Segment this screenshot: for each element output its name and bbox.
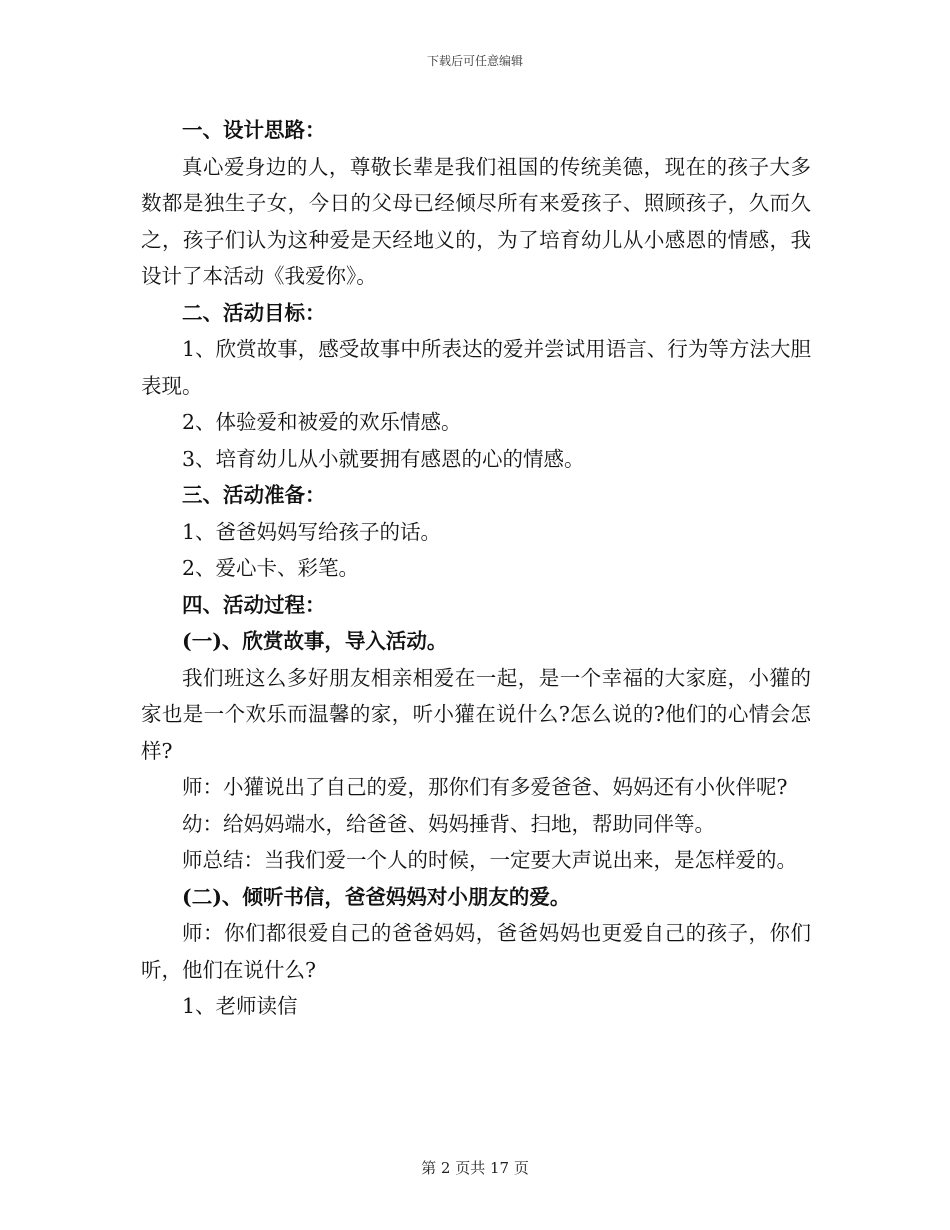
- body-paragraph: 2、体验爱和被爱的欢乐情感。: [182, 410, 462, 434]
- body-paragraph: 2、爱心卡、彩笔。: [182, 556, 360, 580]
- body-paragraph: 师：你们都很爱自己的爸爸妈妈，爸爸妈妈也更爱自己的孩子，你们听，他们在说什么?: [141, 921, 811, 982]
- body-paragraph: 我们班这么多好朋友相亲相爱在一起，是一个幸福的大家庭，小獾的家也是一个欢乐而温馨的家，听小獾在说什么?怎么说的?他们的心情会怎样?: [141, 665, 811, 763]
- page-header: 下载后可任意编辑: [426, 54, 523, 68]
- section-heading: 二、活动目标：: [182, 300, 326, 325]
- body-paragraph: 师：小獾说出了自己的爱，那你们有多爱爸爸、妈妈还有小伙伴呢?: [182, 775, 788, 799]
- body-paragraph: 3、培育幼儿从小就要拥有感恩的心的情感。: [182, 446, 585, 471]
- body-paragraph: 师总结：当我们爱一个人的时候，一定要大声说出来，是怎样爱的。: [182, 848, 797, 872]
- body-paragraph: 幼：给妈妈端水，给爸爸、妈妈捶背、扫地，帮助同伴等。: [182, 811, 715, 836]
- body-paragraph: 1、欣赏故事，感受故事中所表达的爱并尝试用语言、行为等方法大胆表现。: [141, 337, 811, 398]
- document-body: [141, 112, 811, 1025]
- body-paragraph: 1、爸爸妈妈写给孩子的话。: [182, 519, 442, 544]
- page-footer: 第 2 页共 17 页: [421, 1159, 529, 1177]
- section-heading: 一、设计思路：: [182, 118, 326, 142]
- body-paragraph: 真心爱身边的人，尊敬长辈是我们祖国的传统美德，现在的孩子大多数都是独生子女，今日的父母已经倾尽所有来爱孩子、照顾孩子，久而久之，孩子们认为这种爱是天经地义的，为了培育幼儿从小感恩的情感，我设计了本活动《我爱你》。: [141, 154, 811, 288]
- section-heading: 三、活动准备：: [182, 483, 326, 507]
- section-heading: 四、活动过程：: [182, 592, 326, 617]
- body-paragraph: 1、老师读信: [182, 994, 298, 1018]
- section-heading: (一)、欣赏故事，导入活动。: [182, 629, 448, 653]
- section-heading: (二)、倾听书信，爸爸妈妈对小朋友的爱。: [182, 884, 571, 909]
